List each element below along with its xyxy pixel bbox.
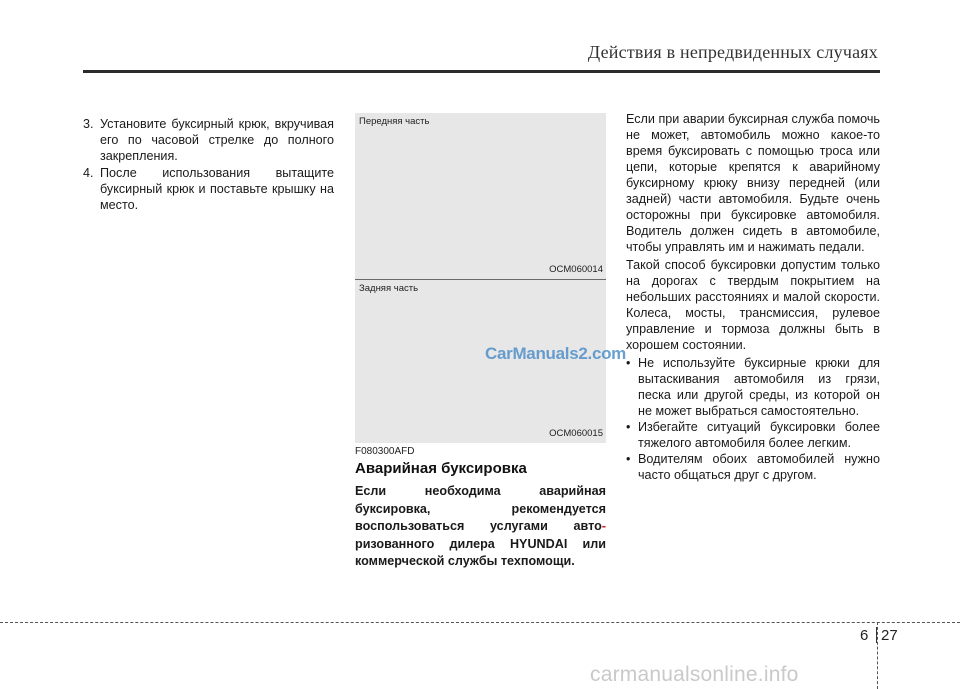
bullet-text: Водителям обоих автомобилей нужно часто общаться друг с другом. — [638, 452, 880, 482]
bullet-item — [626, 419, 880, 451]
lead-text-part: ризованного дилера HYUNDAI или коммерческой службы техпомощи. — [355, 536, 606, 568]
figure-code: OCM060014 — [549, 264, 603, 275]
lead-text-part: Если необходима аварийная буксировка, рекомендуется воспользоваться услугами авто — [355, 484, 606, 533]
page-number: 27 — [881, 627, 898, 644]
figure-front-tow-hook — [355, 113, 606, 279]
left-column — [83, 116, 334, 214]
section-title: Аварийная буксировка — [355, 460, 527, 477]
section-lead-text — [355, 483, 606, 571]
step-text: После использования вытащите буксирный крюк и поставьте крышку на место. — [100, 166, 334, 212]
footer-rule — [0, 622, 960, 623]
bullet-text: Не используйте буксирные крюки для вытаскивания автомобиля из грязи, песка или другой среды, из которой он не может выбраться самостоятельно. — [638, 356, 880, 418]
figure-label: Передняя часть — [359, 116, 430, 127]
figure-label: Задняя часть — [359, 283, 419, 294]
figure-code: OCM060015 — [549, 428, 603, 439]
page-header-title: Действия в непредвиденных случаях — [587, 42, 878, 62]
instruction-step — [83, 165, 334, 213]
instruction-step — [83, 116, 334, 164]
step-number: 4. — [83, 166, 94, 180]
right-column — [626, 111, 880, 483]
body-paragraph: Если при аварии буксирная служба помочь не может, автомобиль можно какое-то время буксировать с помощью троса или цепи, которые крепятся к аварийному буксирному крюку внизу передней (или задней) части автомобиля. Будьте очень осторожны при буксировке автомобиля. Водитель должен сидеть в автомобиле, чтобы управлять им и нажимать педали. — [626, 112, 880, 254]
header-rule — [83, 70, 880, 73]
chapter-number: 6 — [860, 627, 869, 644]
step-text: Установите буксирный крюк, вкручивая его по часовой стрелке до полного закрепления. — [100, 117, 334, 163]
bullet-item — [626, 355, 880, 419]
bullet-icon: • — [626, 452, 631, 466]
watermark-logo: CarManuals2.com — [485, 344, 626, 363]
page-number-divider — [876, 627, 877, 643]
section-code: F080300AFD — [355, 446, 415, 457]
hyphen-mark: - — [601, 519, 606, 533]
body-paragraph: Такой способ буксировки допустим только на дорогах с твердым покрытием на небольших расстояниях и малой скорости. Колеса, мосты, трансмиссия, рулевое управление и тормоза должны быть в хорошем состоянии. — [626, 258, 880, 352]
figure-rear-tow-hook — [355, 279, 626, 443]
bullet-icon: • — [626, 420, 631, 434]
bullet-icon: • — [626, 356, 631, 370]
step-number: 3. — [83, 117, 94, 131]
site-watermark: carmanualsonline.info — [590, 663, 799, 686]
bullet-item — [626, 451, 880, 483]
bullet-text: Избегайте ситуаций буксировки более тяжелого автомобиля более легким. — [638, 420, 880, 450]
footer-vertical-rule — [877, 622, 878, 689]
